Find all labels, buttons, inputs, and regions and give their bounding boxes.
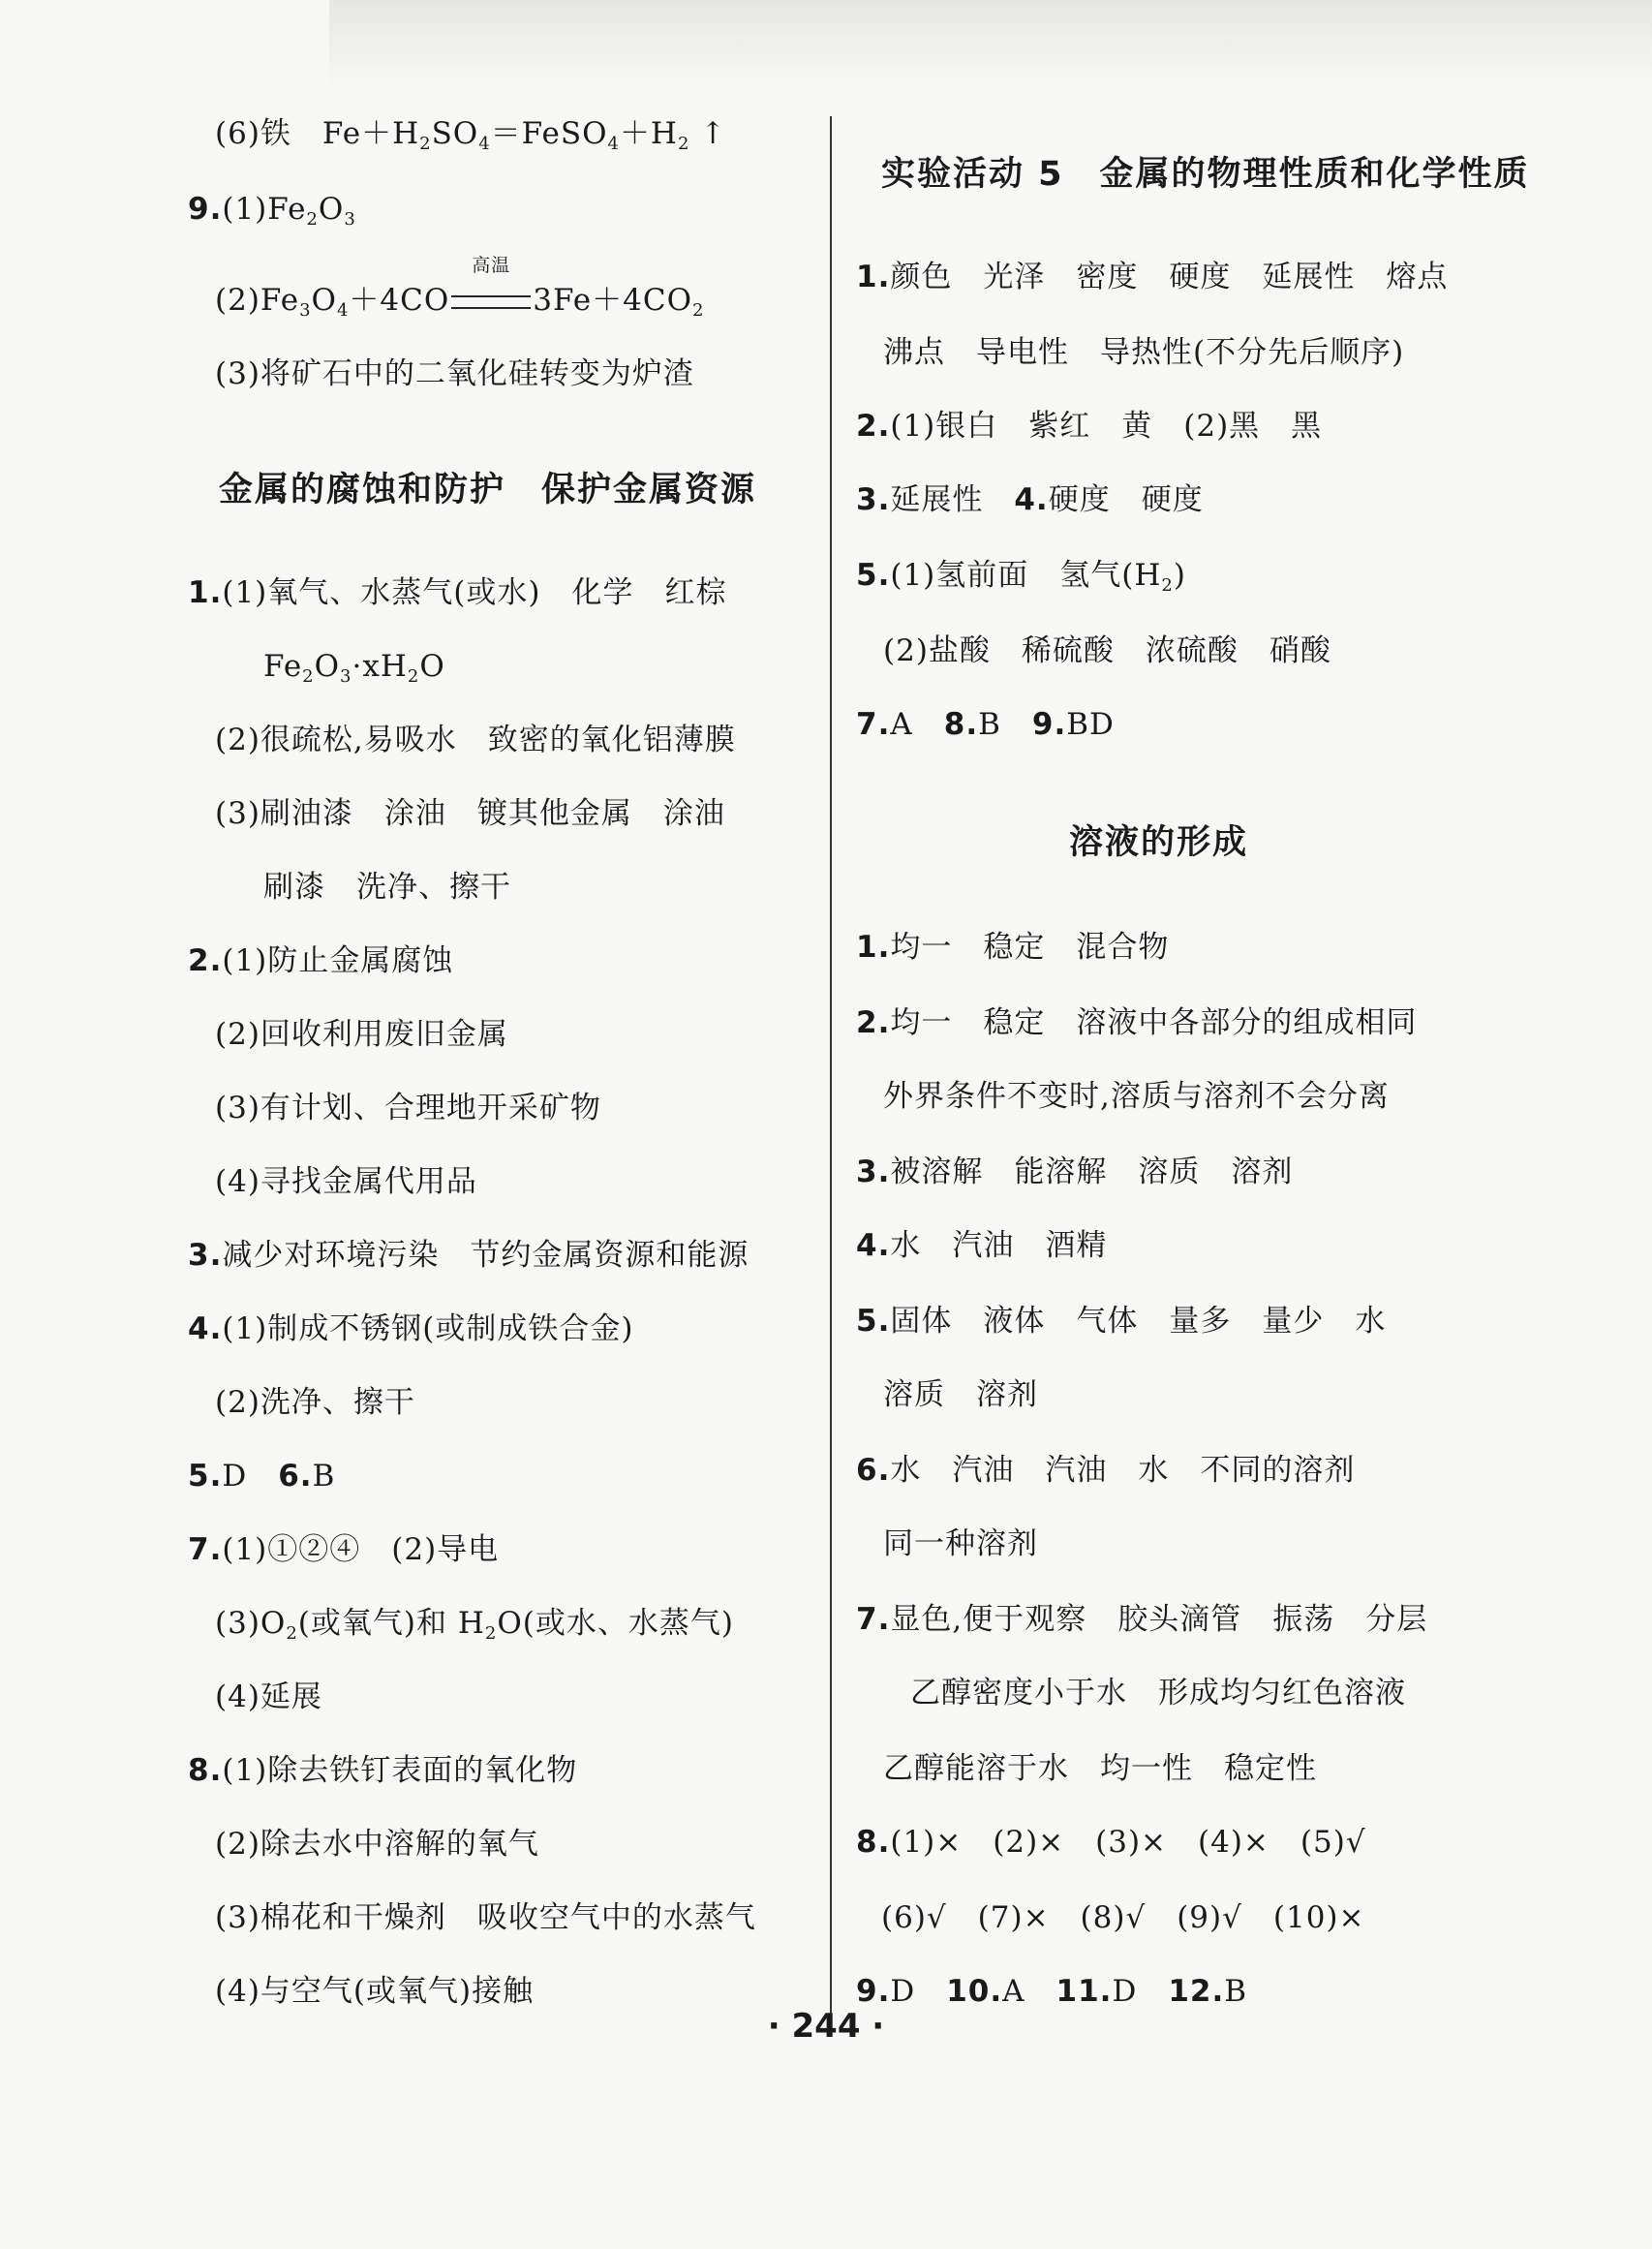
answer-line: 乙醇密度小于水 形成均匀红色溶液 <box>910 1676 1406 1710</box>
answer-line: 1.(1)氧气、水蒸气(或水) 化学 红棕 <box>188 575 727 610</box>
answer-line: 5.D 6.B <box>188 1459 336 1494</box>
answer-line: (6)√ (7)× (8)√ (9)√ (10)× <box>881 1900 1365 1935</box>
reaction-condition: 高温 <box>449 281 533 320</box>
answer-line: 沸点 导电性 导热性(不分先后顺序) <box>883 335 1405 370</box>
answer-line: 1.颜色 光泽 密度 硬度 延展性 熔点 <box>856 260 1449 294</box>
answer-line: 7.显色,便于观察 胶头滴管 振荡 分层 <box>856 1602 1428 1637</box>
answer-line: 9.D 10.A 11.D 12.B <box>856 1974 1248 2009</box>
answer-line: 5.固体 液体 气体 量多 量少 水 <box>856 1304 1387 1339</box>
answer-line: 3.被溶解 能溶解 溶质 溶剂 <box>856 1155 1294 1189</box>
answer-line: (6)铁 $Fe+H_2SO_4=FeSO_4+H_2$ ↑ <box>215 116 727 154</box>
answer-line: 刷漆 洗净、擦干 <box>263 870 511 905</box>
answer-line: (2)除去水中溶解的氧气 <box>215 1827 539 1862</box>
section-heading: 溶液的形成 <box>1069 823 1249 862</box>
answer-line: 6.水 汽油 汽油 水 不同的溶剂 <box>856 1453 1356 1488</box>
answer-line: 1.均一 稳定 混合物 <box>856 930 1170 965</box>
answer-line: (2)盐酸 稀硫酸 浓硫酸 硝酸 <box>883 633 1331 668</box>
answer-line: 乙醇能溶于水 均一性 稳定性 <box>883 1751 1317 1786</box>
answer-line: (4)延展 <box>215 1679 322 1714</box>
answer-line: (3)棉花和干燥剂 吸收空气中的水蒸气 <box>215 1900 756 1935</box>
answer-line: (2)很疏松,易吸水 致密的氧化铝薄膜 <box>215 723 736 757</box>
section-heading: 金属的腐蚀和防护 保护金属资源 <box>219 471 757 509</box>
answer-line: 2.均一 稳定 溶液中各部分的组成相同 <box>856 1005 1418 1040</box>
answer-line: (2)回收利用废旧金属 <box>215 1017 508 1052</box>
answer-line: 2.(1)银白 紫红 黄 (2)黑 黑 <box>856 409 1323 444</box>
answer-line: 8.(1)除去铁钉表面的氧化物 <box>188 1753 578 1788</box>
answer-line: 2.(1)防止金属腐蚀 <box>188 943 454 978</box>
answer-line: (2)洗净、擦干 <box>215 1385 415 1420</box>
section-heading: 实验活动 5 金属的物理性质和化学性质 <box>881 155 1530 194</box>
answer-line: $Fe_2O_3\cdot xH_2O$ <box>263 649 445 687</box>
answer-line: 外界条件不变时,溶质与溶剂不会分离 <box>883 1079 1390 1114</box>
answer-line: (3)将矿石中的二氧化硅转变为炉渣 <box>215 356 694 391</box>
answer-line: 3.延展性 4.硬度 硬度 <box>856 482 1204 517</box>
answer-line: 4.(1)制成不锈钢(或制成铁合金) <box>188 1311 634 1346</box>
answer-line: $(2)Fe_3O_4+4CO$ 高温 $3Fe+4CO_2$ <box>215 255 705 321</box>
answer-line: $(3)O_2$(或氧气)和 $H_2O$(或水、水蒸气) <box>215 1606 734 1644</box>
answer-line: 5.(1)氢前面 氢气$(H_2)$ <box>856 558 1186 596</box>
page-number: · 244 · <box>767 2007 885 2046</box>
answer-line: 7.(1)①②④ (2)导电 <box>188 1532 500 1567</box>
answer-line: 同一种溶剂 <box>883 1526 1038 1561</box>
column-divider <box>830 116 832 2015</box>
answer-line: 8.(1)× (2)× (3)× (4)× (5)√ <box>856 1825 1366 1860</box>
answer-line: 4.水 汽油 酒精 <box>856 1228 1108 1263</box>
answer-line: (4)寻找金属代用品 <box>215 1164 477 1199</box>
answer-line: 7.A 8.B 9.BD <box>856 707 1115 742</box>
answer-line: $9.(1)Fe_2O_3$ <box>188 192 356 230</box>
answer-line: (4)与空气(或氧气)接触 <box>215 1974 535 2009</box>
scan-shadow <box>329 0 1652 87</box>
answer-line: 溶质 溶剂 <box>883 1377 1038 1412</box>
answer-line: (3)有计划、合理地开采矿物 <box>215 1091 601 1125</box>
answer-line: (3)刷油漆 涂油 镀其他金属 涂油 <box>215 796 725 831</box>
answer-line: 3.减少对环境污染 节约金属资源和能源 <box>188 1238 750 1273</box>
